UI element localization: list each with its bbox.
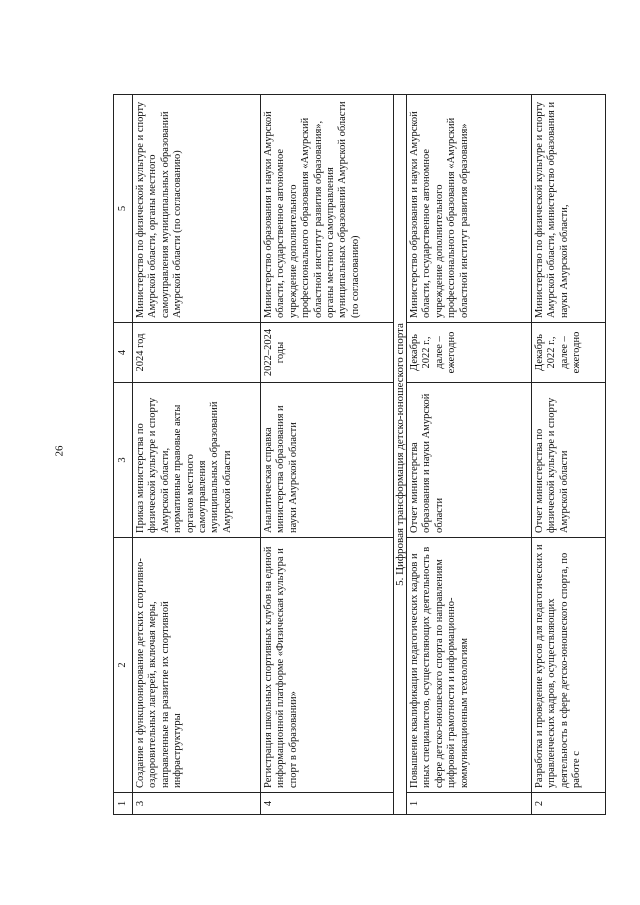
header-cell-5: 5 <box>114 95 133 323</box>
row-number: 1 <box>407 793 532 815</box>
activity-cell: Создание и функционирование детских спортивно-оздоровительных лагерей, включая меры, направленные на развитие их спортивной инфраструктуры <box>133 538 261 793</box>
section-title: 5. Цифровая трансформация детско-юношеского спорта <box>394 95 407 815</box>
table-row <box>532 95 606 815</box>
deadline-cell: 2022–2024 годы <box>261 323 394 383</box>
result-cell: Аналитическая справка министерства образования и науки Амурской области <box>261 383 394 538</box>
activity-cell: Регистрация школьных спортивных клубов на единой информационной платформе «Физическая культура и спорт в образовании» <box>261 538 394 793</box>
result-cell: Отчет министерства по физической культуре и спорту Амурской области <box>532 383 606 538</box>
deadline-cell: 2024 год <box>133 323 261 383</box>
row-number: 2 <box>532 793 606 815</box>
deadline-cell: Декабрь 2022 г., далее – ежегодно <box>407 323 532 383</box>
rotated-table-container <box>113 95 613 815</box>
header-cell-3: 3 <box>114 383 133 538</box>
result-cell: Приказ министерства по физической культуре и спорту Амурской области, нормативные правовые акты органов местного самоуправления муниципальных образований Амурской области <box>133 383 261 538</box>
header-cell-1: 1 <box>114 793 133 815</box>
deadline-cell: Декабрь 2022 г., далее – ежегодно <box>532 323 606 383</box>
executor-cell: Министерство образования и науки Амурской области, государственное автономное учреждение дополнительного профессионального образования «Амурский областной институт развития образования», органы местного самоуправления муниципальных образований Амурской области (по согласованию) <box>261 95 394 323</box>
header-cell-4: 4 <box>114 323 133 383</box>
executor-cell: Министерство по физической культуре и спорту Амурской области, министерство образования и науки Амурской области, <box>532 95 606 323</box>
section-header-row <box>394 95 407 815</box>
row-number: 4 <box>261 793 394 815</box>
executor-cell: Министерство по физической культуре и спорту Амурской области, органы местного самоуправления муниципальных образований Амурской области (по согласованию) <box>133 95 261 323</box>
activity-cell: Повышение квалификации педагогических кадров и иных специалистов, осуществляющих деятельность в сфере детско-юношеского спорта по направлениям цифровой грамотности и информационно-коммуникационным технологиям <box>407 538 532 793</box>
table-row <box>133 95 261 815</box>
activity-cell: Разработка и проведение курсов для педагогических и управленческих кадров, осуществляющих деятельность в сфере детско-юношеского спорта, по работе с <box>532 538 606 793</box>
activity-plan-table <box>113 94 606 815</box>
executor-cell: Министерство образования и науки Амурской области, государственное автономное учреждение дополнительного профессионального образования «Амурский областной институт развития образования» <box>407 95 532 323</box>
page-number: 26 <box>53 445 66 457</box>
header-row <box>114 95 133 815</box>
table-row <box>261 95 394 815</box>
result-cell: Отчет министерства образования и науки Амурской области <box>407 383 532 538</box>
header-cell-2: 2 <box>114 538 133 793</box>
table-row <box>407 95 532 815</box>
row-number: 3 <box>133 793 261 815</box>
